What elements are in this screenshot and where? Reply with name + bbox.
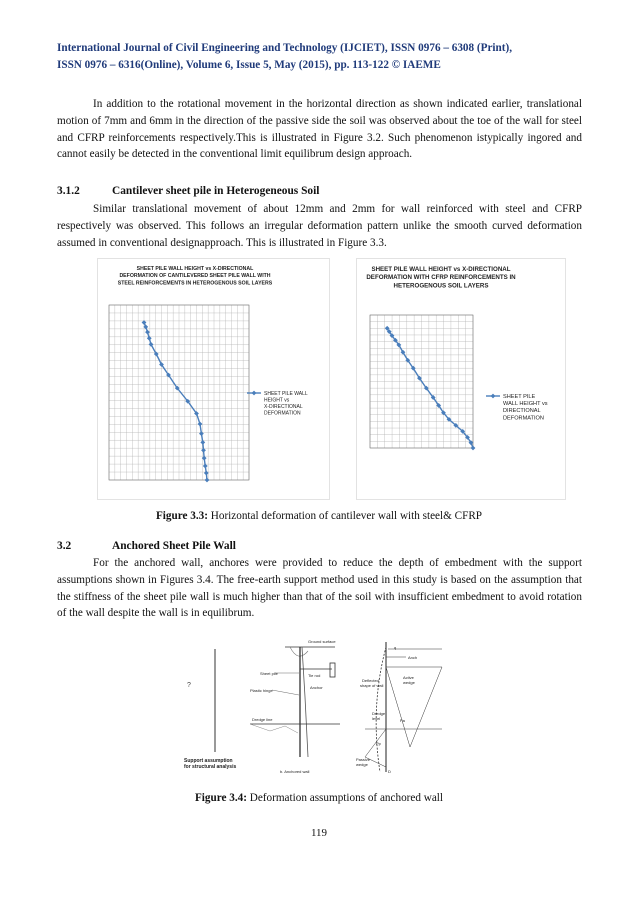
section-3-2-heading	[57, 540, 236, 552]
ground-surface-label: Ground surface	[308, 639, 336, 644]
active-wedge-sub-label: wedge	[403, 680, 415, 685]
paragraph-2: Similar translational movement of about 12mm and 2mm for wall reinforced with steel and CFRP respectively was observed. This follows an irregular deformation pattern unlike the smooth curved deformation assumed in conventional designapproach. This is illustrated in Figure 3.3.	[57, 203, 582, 249]
section-title: Anchored Sheet Pile Wall	[112, 540, 236, 552]
journal-header	[57, 40, 582, 74]
section-number: 3.1.2	[57, 185, 80, 197]
figure-3-3-text: Horizontal deformation of cantilever wall with steel& CFRP	[207, 510, 483, 522]
deflected-label: Deflected	[362, 678, 379, 683]
section-3-1-2-heading	[57, 185, 319, 197]
dredge-level-label: Dredge	[372, 711, 386, 716]
cfrp-deformation-chart	[356, 258, 566, 500]
dredge-level-sub-label: level	[372, 716, 381, 721]
page-number: 119	[310, 827, 328, 839]
tie-rod-label: Tie rod	[308, 673, 321, 678]
figure-3-4-caption	[0, 792, 638, 804]
anchor-label: Anchor	[310, 685, 323, 690]
journal-header-line-2: ISSN 0976 – 6316(Online), Volume 6, Issue 5, May (2015), pp. 113-122 © IAEME	[57, 59, 441, 71]
journal-header-line-1: International Journal of Civil Engineering and Technology (IJCIET), ISSN 0976 – 6308 (Print),	[57, 42, 513, 54]
shape-of-wall-label: shape of wall	[360, 683, 384, 688]
anchored-wall-label: b. Anchored wall	[280, 769, 310, 774]
figure-3-4-label: Figure 3.4:	[194, 792, 247, 804]
section-title: Cantilever sheet pile in Heterogeneous Soil	[112, 185, 320, 197]
anchored-wall-diagram	[180, 627, 460, 779]
chart-title: SHEET PILE WALL HEIGHT vs X-DIRECTIONAL DEFORMATION OF CANTILEVERED SHEET PILE WALL WITH STEEL REINFORCEMENTS IN HETEROGENOUS SOIL LAYERS	[117, 266, 273, 287]
active-wedge-label: Active	[403, 675, 414, 680]
figure-3-3-label: Figure 3.3:	[155, 510, 208, 522]
chart-frame	[357, 259, 566, 500]
passive-wedge-label: Passive	[356, 757, 371, 762]
section-number: 3.2	[57, 540, 72, 552]
legend-label: SHEET PILE WALL HEIGHT vs DIRECTIONAL DEFORMATION	[503, 394, 548, 422]
paragraph-1: In addition to the rotational movement in the horizontal direction as shown indicated earlier, translational motion of 7mm and 6mm in the direction of the passive side the soil was observed about the toe of the wall for steel and CFRP reinforcements respectively.This is illustrated in Figure 3.2. Such phenomenon istypically ingored and cannot easily be detected in the conventional limit equilibrum design approach.	[57, 98, 582, 161]
paragraph-3: For the anchored wall, anchores were provided to reduce the depth of embedment with the support assumptions shown in Figures 3.4. The free-earth support method used in this study is based on the assumption that the stiffness of the sheet pile wall is much higher than that of the soil with insufficient embedment to avoid rotation of the wall despite the wall is in equilibrum.	[57, 557, 582, 620]
depth-label: D	[388, 769, 391, 774]
figure-3-4-text: Deformation assumptions of anchored wall	[246, 792, 444, 804]
chart-title: SHEET PILE WALL HEIGHT vs X-DIRECTIONAL DEFORMATION WITH CFRP REINFORCEMENTS IN HETEROGENOUS SOIL LAYERS	[366, 266, 516, 290]
steel-deformation-chart	[97, 258, 330, 500]
surcharge-label: q	[394, 645, 397, 650]
sheet-pile-label: Sheet pile	[260, 671, 278, 676]
structural-analysis-label: for structural analysis	[184, 764, 237, 770]
plastic-hinge-label: Plastic hinge	[250, 688, 273, 693]
svg-text:?: ?	[187, 682, 191, 689]
anchor-force-label: Anch	[408, 655, 418, 660]
passive-wedge-sub-label: wedge	[356, 762, 368, 767]
figure-3-3-caption	[0, 510, 638, 522]
legend-label: SHEET PILE WALL HEIGHT vs X-DIRECTIONAL DEFORMATION	[264, 391, 308, 417]
dredge-line-label: Dredge line	[252, 717, 273, 722]
pp-label: Pp	[376, 741, 381, 746]
pa-label: Pa	[400, 718, 405, 723]
support-assumption-label: Support assumption	[184, 758, 233, 764]
